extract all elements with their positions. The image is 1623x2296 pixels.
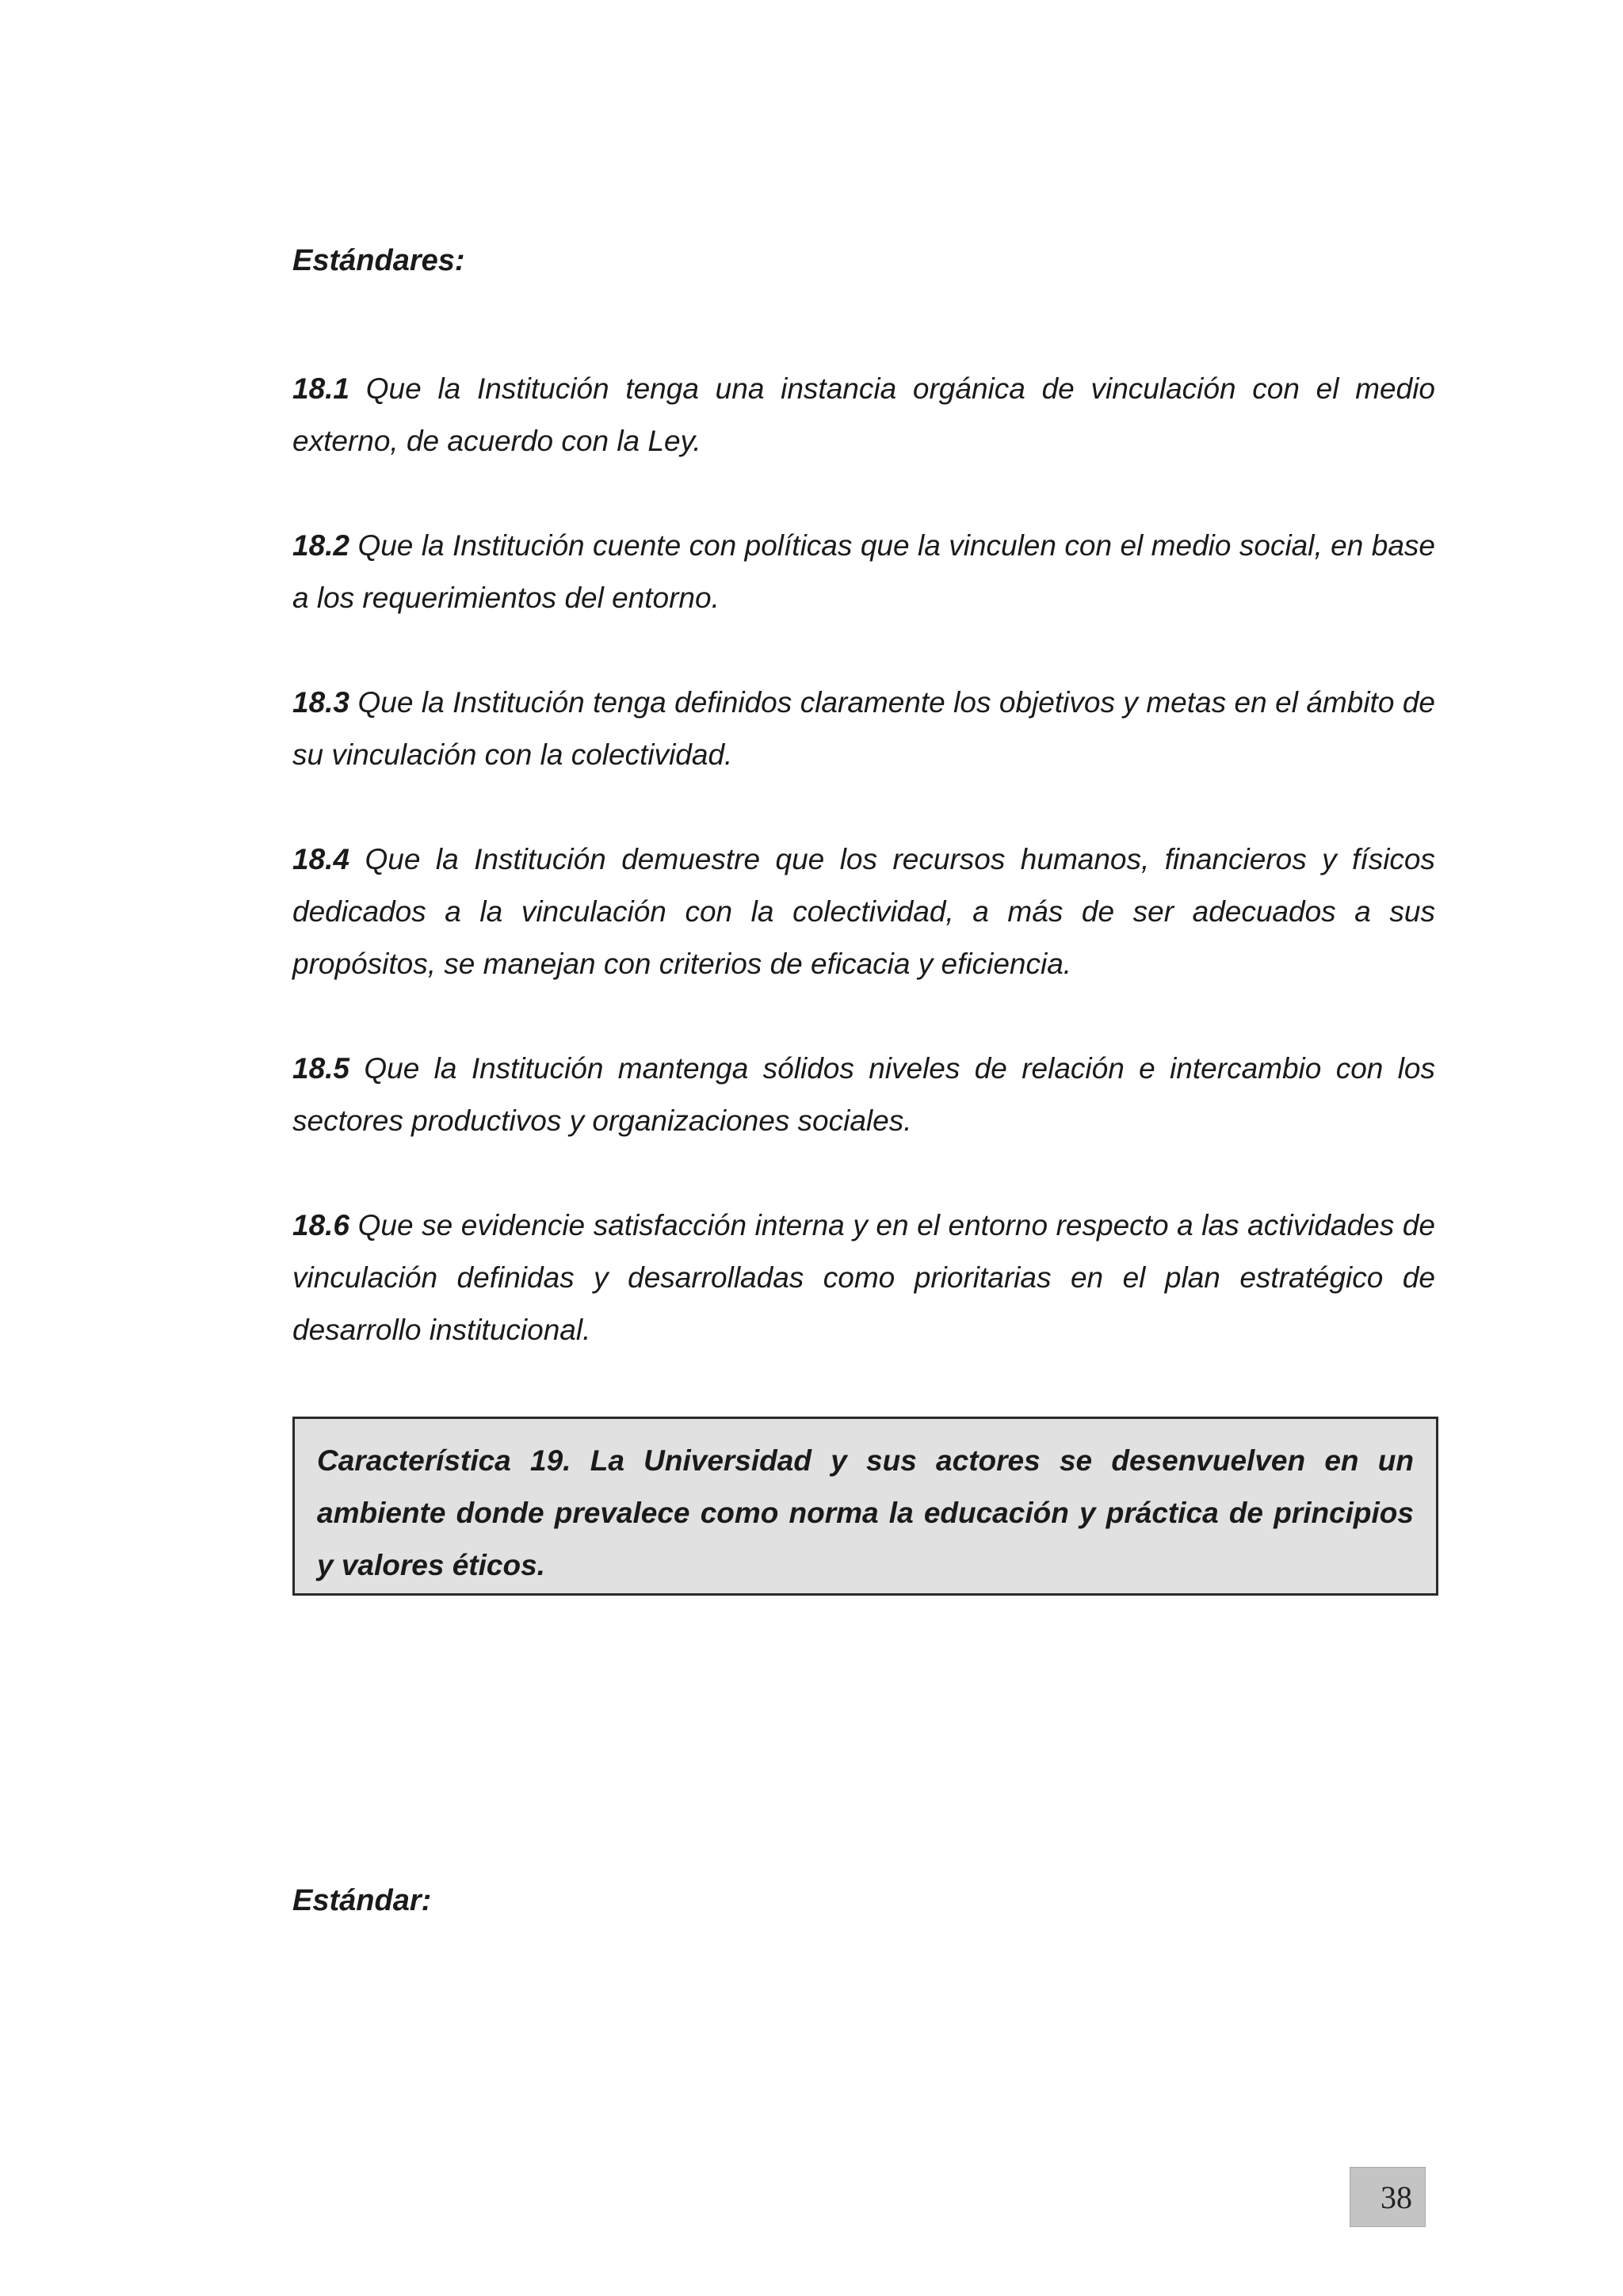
- standard-item: [292, 833, 1435, 990]
- standard-item: [292, 1043, 1435, 1147]
- standard-item: [292, 520, 1435, 624]
- standard-text: Que la Institución demuestre que los recursos humanos, financieros y físicos dedicados a la vinculación con la colectividad, a más de ser adecuados a sus propósitos, se manejan con criterios de eficacia y eficiencia.: [292, 843, 1435, 980]
- standard-number: 18.6: [292, 1209, 350, 1241]
- standard-text: Que la Institución mantenga sólidos niveles de relación e intercambio con los sectores productivos y organizaciones sociales.: [292, 1052, 1436, 1137]
- standard-item: [292, 1199, 1435, 1356]
- standard-number: 18.4: [292, 843, 350, 875]
- standards-heading: Estándares:: [292, 244, 465, 277]
- standard-number: 18.3: [292, 686, 350, 719]
- standard-heading: Estándar:: [292, 1884, 432, 1917]
- standard-number: 18.5: [292, 1052, 350, 1085]
- characteristic-box: [292, 1417, 1438, 1596]
- standard-text: Que se evidencie satisfacción interna y en el entorno respecto a las actividades de vinculación definidas y desarrolladas como prioritarias en el plan estratégico de desarrollo institucional.: [292, 1209, 1435, 1346]
- standard-number: 18.2: [292, 529, 350, 562]
- standard-text: Que la Institución tenga una instancia orgánica de vinculación con el medio externo, de acuerdo con la Ley.: [292, 372, 1435, 457]
- standard-item: [292, 677, 1435, 781]
- characteristic-text: Característica 19. La Universidad y sus actores se desenvuelven en un ambiente donde prevalece como norma la educación y práctica de principios y valores éticos.: [317, 1444, 1414, 1581]
- standard-text: Que la Institución cuente con políticas que la vinculen con el medio social, en base a los requerimientos del entorno.: [292, 529, 1436, 614]
- standard-item: [292, 363, 1435, 467]
- page-number: 38: [1350, 2167, 1426, 2227]
- standard-text: Que la Institución tenga definidos claramente los objetivos y metas en el ámbito de su vinculación con la colectividad.: [292, 686, 1436, 771]
- standard-number: 18.1: [292, 372, 350, 405]
